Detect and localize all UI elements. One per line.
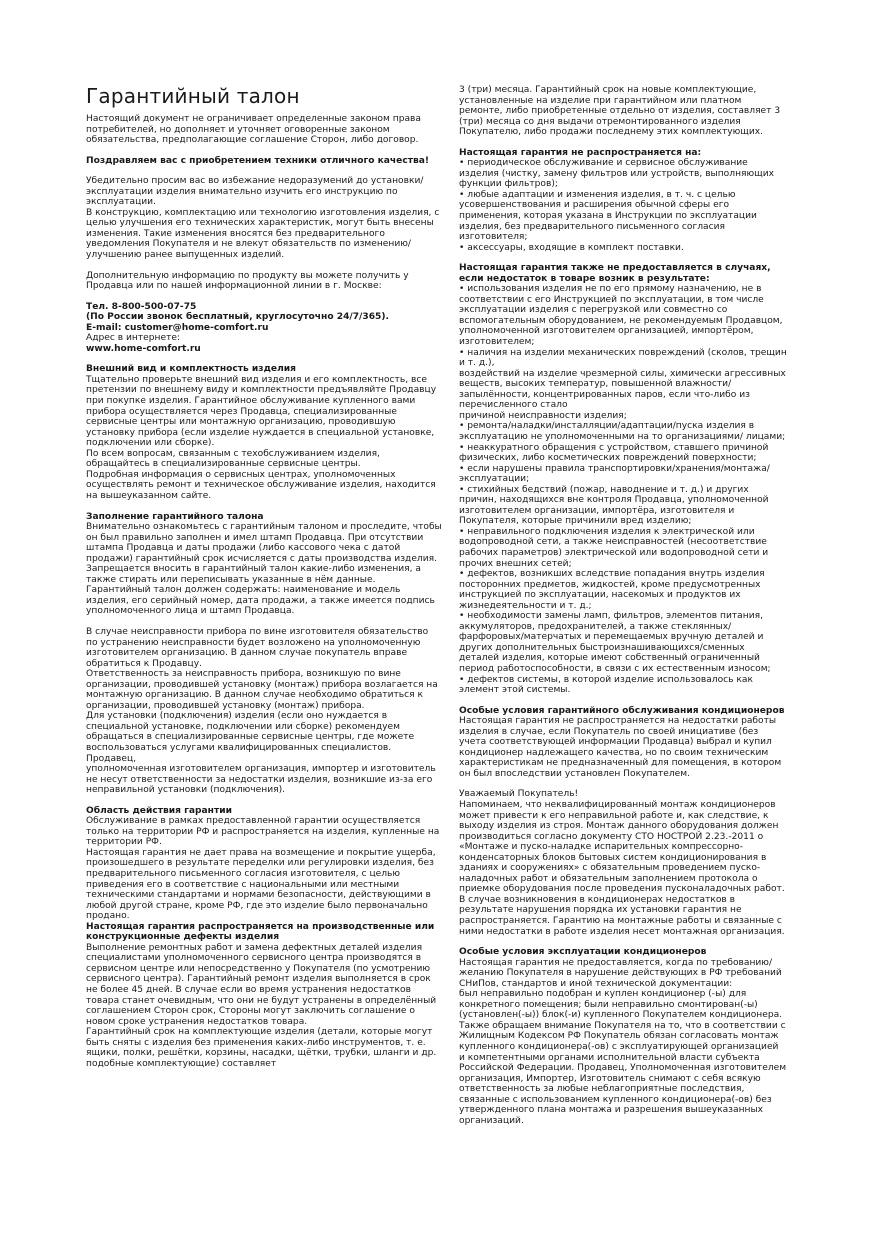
section-heading: Область действия гарантии — [86, 805, 232, 816]
paragraph-gap — [459, 696, 787, 706]
paragraph: Тщательно проверьте внешний вид изделия и его комплектность, все претензии по внешнему виду и комплектности предъявляйте Продавцу при покупке изделия. Гарантийное обслуживание купленного вами прибора осуществляется через Продавца, специализированные сервисные центры или монтажную организацию, проводившую установку прибора (если изделие нуждается в специальной установке, подключении или сборке). По всем вопросам, связанным с техобслуживанием изделия, обращайтесь в специализированные сервисные центры. Подробная информация о сервисных центрах, уполномоченных осуществлять ремонт и техническое обслуживание изделия, находится на вышеуказанном сайте. — [86, 374, 437, 501]
paragraph-gap — [86, 617, 442, 627]
paragraph: Дополнительную информацию по продукту вы можете получить у Продавца или по нашей информационной линии в г. Москве: — [86, 270, 412, 292]
paragraph: Внимательно ознакомьтесь с гарантийным талоном и проследите, чтобы он был правильно заполнен и имел штамп Продавца. При отсутствии штампа Продавца и даты продажи (либо кассового чека с датой продажи) гарантийный срок исчисляется с даты производства изделия. Запрещается вносить в гарантийный талон какие-либо изменения, а также стирать или переписывать указанные в нём данные. Гарантийный талон должен содержать: наименование и модель изделия, его серийный номер, дата продажи, а также имеется подпись уполномоченного лица и штамп Продавца. — [86, 522, 442, 617]
paragraph-gap — [459, 138, 787, 148]
paragraph: • периодическое обслуживание и сервисное обслуживание изделия (чистку, замену фильтров или устройств, выполняющих функции фильтров); • любые адаптации и изменения изделия, в т. ч. с целью усовершенствования и расширения обычной сферы его применения, которая указана в Инструкции по эксплуатации изделия, без предварительного письменного согласия изготовителя; • аксессуары, входящие в комплект поставки. — [459, 158, 774, 253]
paragraph-gap — [86, 166, 442, 176]
paragraph: Настоящая гарантия не предоставляется, когда по требованию/желанию Покупателя в нарушение действующих в РФ требований СНиПов, стандартов и иной технической документации: был неправильно подобран и куплен кондиционер (-ы) для конкретного помещения; были неправильно смонтирован(-ы) (установлен(-ы)) блок(-и) купленного Покупателем кондиционера. Также обращаем внимание Покупателя на то, что в соответствии с Жилищным Кодексом РФ Покупатель обязан согласовать монтаж купленного кондиционера(-ов) с эксплуатирующей организацией и компетентными органами исполнительной власти субъекта Российской Федерации. Продавец, Уполномоченная изготовителем организация, Импортер, Изготовитель снимают с себя всякую ответственность за любые неблагоприятные последствия, связанные с использованием купленного кондиционера(-ов) без утвержденного плана монтажа и разрешения вышеуказанных организаций. — [459, 957, 787, 1126]
section-heading: Настоящая гарантия также не предоставляется в случаях, если недостаток в товаре возник в результате: — [459, 263, 774, 284]
paragraph: Убедительно просим вас во избежание недоразумений до установки/эксплуатации изделия внимательно изучить его инструкцию по эксплуатации. В конструкцию, комплектацию или технологию изготовления изделия, с целью улучшения его технических характеристик, могут быть внесены изменения. Такие изменения вносятся без предварительного уведомления Покупателя и не влекут обязательств по изменению/улучшению ранее выпущенных изделий. — [86, 176, 440, 261]
paragraph-gap — [459, 937, 787, 947]
paragraph-gap — [459, 253, 787, 263]
section-heading: Поздравляем вас с приобретением техники отличного качества! — [86, 155, 430, 166]
paragraph: Выполнение ремонтных работ и замена дефектных деталей изделия специалистами уполномоченного сервисного центра производятся в сервисном центре или непосредственно у Покупателя (по усмотрению сервисного центра). Гарантийный ремонт изделия выполняется в срок не более 45 дней. В случае если во время устранения недостатков товара станет очевидным, что они не будут устранены в определённый соглашением Сторон срок, Стороны могут заключить соглашение о новом сроке устранения недостатков товара. Гарантийный срок на комплектующие изделия (детали, которые могут быть сняты с изделия без применения каких-либо инструментов, т. е. ящики, полки, решётки, корзины, насадки, щётки, трубки, шланги и др. подобные комплектующие) составляет — [86, 942, 437, 1069]
paragraph-gap — [86, 796, 442, 806]
paragraph: Обслуживание в рамках предоставленной гарантии осуществляется только на территории РФ и распространяется на изделия, купленные на территории РФ. Настоящая гарантия не дает права на возмещение и покрытие ущерба, произошедшего в результате переделки или регулировки изделия, без предварительного письменного согласия изготовителя, с целью приведения его в соответствие с национальными или местными техническими стандартами и нормами безопасности, действующими в любой другой стране, кроме РФ, где это изделие было первоначально продано. — [86, 816, 440, 922]
paragraph-gap — [86, 354, 442, 364]
paragraph-gap — [86, 146, 442, 156]
paragraph: Настоящая гарантия не распространяется на недостатки работы изделия в случае, если Покупатель по своей инициативе (без учета соответствующей информации Продавца) выбрал и купил кондиционер надлежащего качества, но по своим техническим характеристикам не предназначенный для помещения, в котором он был впоследствии установлен Покупателем. — [459, 716, 785, 779]
paragraph: Уважаемый Покупатель! Напоминаем, что неквалифицированный монтаж кондиционеров может привести к его неправильной работе и, как следствие, к выходу изделия из строя. Монтаж данного оборудования должен производиться согласно документу СТО НОСТРОЙ 2.23.-2011 о «Монтаже и пуско-наладке испарительных компрессорно-конденсаторных блоков бытовых систем кондиционирования в зданиях и сооружениях» с обязательным проведением пуско-наладочных работ и обязательным заполнением протокола о приемке оборудования после проведения пусконаладочных работ. В случае возникновения в кондиционерах недостатков в результате нарушения порядка их установки гарантия не распространяется. Гарантию на монтажные работы и связанные с ними недостатки в работе изделия несет монтажная организация. — [459, 789, 785, 937]
paragraph-gap — [86, 261, 442, 271]
right-column-text — [459, 85, 787, 1126]
paragraph-gap — [86, 292, 442, 302]
section-heading: Настоящая гарантия распространяется на производственные или конструкционные дефекты изделия — [86, 921, 438, 943]
paragraph: Адрес в интернете: — [86, 333, 181, 344]
paragraph: • использования изделия не по его прямому назначению, не в соответствии с его Инструкцией по эксплуатации, в том числе эксплуатации изделия с перегрузкой или совместно со вспомогательным оборудованием, не рекомендуемым Продавцом, уполномоченной изготовителем организацией, импортёром, изготовителем; • наличия на изделии механических повреждений (сколов, трещин и т. д.), воздействий на изделие чрезмерной силы, химически агрессивных веществ, высоких температур, повышенной влажности/запылённости, концентрированных паров, если что-либо из перечисленного стало причиной неисправности изделия; • ремонта/наладки/инсталляции/адаптации/пуска изделия в эксплуатацию не уполномоченными на то организациями/ лицами; • неаккуратного обращения с устройством, ставшего причиной физических, либо косметических повреждений поверхности; • если нарушены правила транспортировки/хранения/монтажа/эксплуатации; • стихийных бедствий (пожар, наводнение и т. д.) и других причин, находящихся вне контроля Продавца, уполномоченной изготовителем организации, импортёра, изготовителя и Покупателя, которые причинили вред изделию; • неправильного подключения изделия к электрической или водопроводной сети, а также неисправностей (несоответствие рабочих параметров) электрической или водопроводной сети и прочих внешних сетей; • дефектов, возникших вследствие попадания внутрь изделия посторонних предметов, жидкостей, кроме предусмотренных инструкцией по эксплуатации, насекомых и продуктов их жизнедеятельности и т. д.; • необходимости замены ламп, фильтров, элементов питания, аккумуляторов, предохранителей, а также стеклянных/фарфоровых/матерчатых и перемещаемых вручную деталей и других дополнительных быстроизнашивающихся/сменных деталей изделия, которые имеют собственный ограниченный период работоспособности, в связи с их естественным износом; • дефектов системы, в которой изделие использовалось как элемент этой системы. — [459, 284, 787, 696]
paragraph: В случае неисправности прибора по вине изготовителя обязательство по устранению неисправности будет возложено на уполномоченную изготовителем организацию. В данном случае покупатель вправе обратиться к Продавцу. Ответственность за неисправность прибора, возникшую по вине организации, проводившей установку (монтаж) прибора возлагается на монтажную организацию. В данном случае необходимо обратиться к организации, проводившей установку (монтаж) прибора. Для установки (подключения) изделия (если оно нуждается в специальной установке, подключении или сборке) рекомендуем обращаться в специализированные сервисные центры, где можете воспользоваться услугами квалифицированных специалистов. Продавец, уполномоченная изготовителем организация, импортер и изготовитель не несут ответственности за недостатки изделия, возникшие из-за его неправильной установки (подключения). — [86, 626, 438, 796]
paragraph: 3 (три) месяца. Гарантийный срок на новые комплектующие, установленные на изделие при гарантийном или платном ремонте, либо приобретенные отдельно от изделия, составляет 3 (три) месяца со дня выдачи отремонтированного изделия Покупателю, либо продажи последнему этих комплектующих. — [459, 85, 784, 138]
left-column — [86, 84, 442, 1069]
left-column-text — [86, 114, 442, 1069]
paragraph-gap — [459, 779, 787, 789]
paragraph-gap — [86, 502, 442, 512]
section-heading: Особые условия гарантийного обслуживания кондиционеров — [459, 705, 785, 716]
paragraph: Настоящий документ не ограничивает определенные законом права потребителей, но дополняет и уточняет оговоренные законом обязательства, предполагающие соглашение Сторон, либо договор. — [86, 114, 424, 146]
section-heading: Внешний вид и комплектность изделия — [86, 364, 296, 375]
section-heading: Тел. 8-800-500-07-75 (По России звонок бесплатный, круглосуточно 24/7/365). E-mail: customer@home-comfort.ru — [86, 301, 389, 333]
section-heading: Настоящая гарантия не распространяется на: — [459, 147, 702, 158]
right-column — [459, 85, 787, 1126]
section-heading: Заполнение гарантийного талона — [86, 511, 264, 522]
page-title: Гарантийный талон — [86, 84, 300, 108]
section-heading: www.home-comfort.ru — [86, 343, 201, 354]
section-heading: Особые условия эксплуатации кондиционеров — [459, 947, 707, 958]
